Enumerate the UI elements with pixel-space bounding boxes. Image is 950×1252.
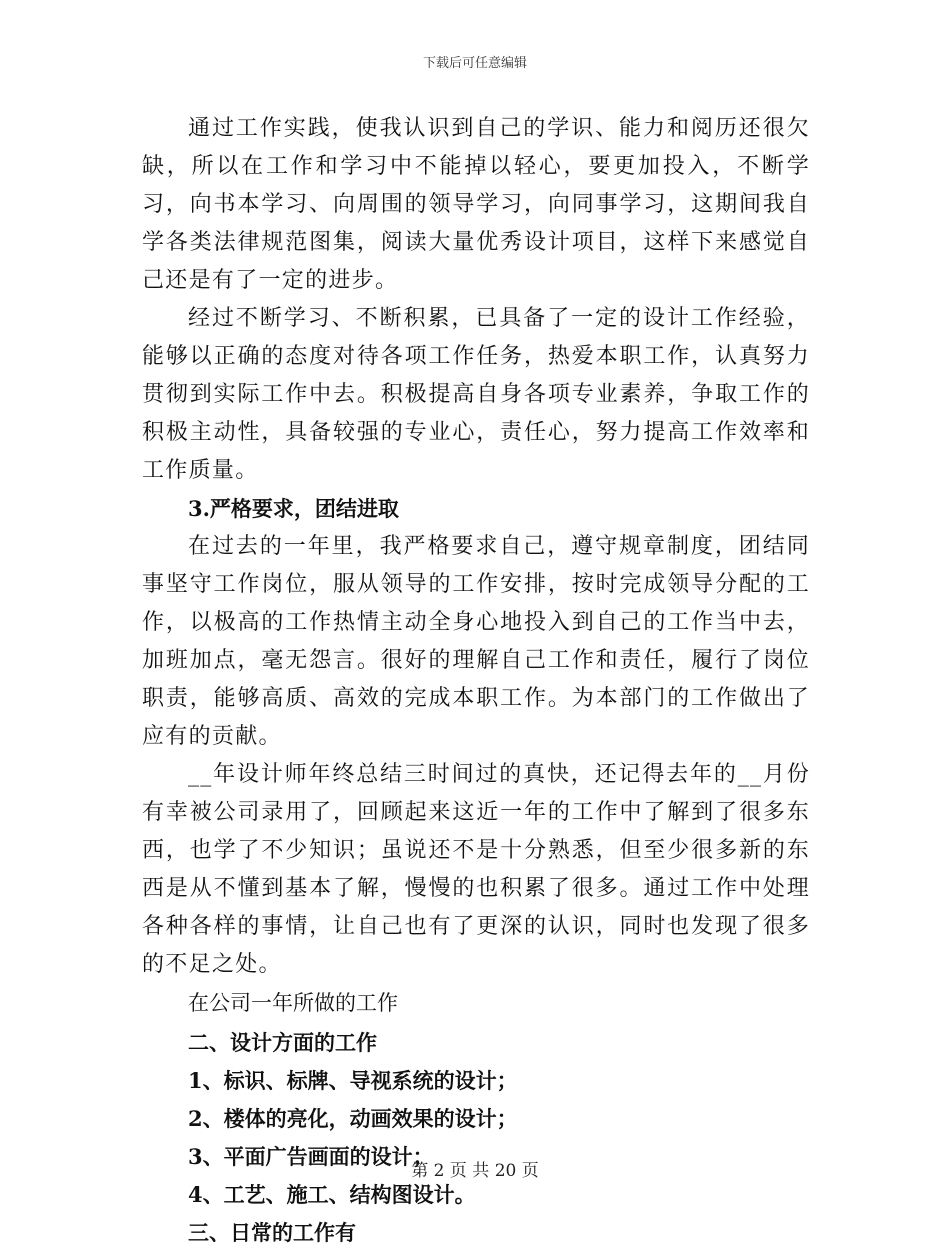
paragraph-experience: 经过不断学习、不断积累，已具备了一定的设计工作经验，能够以正确的态度对待各项工作任务，热爱本职工作，认真努力贯彻到实际工作中去。积极提高自身各项专业素养，争取工作的积极主动性，具备较强的专业心，责任心，努力提高工作效率和工作质量。	[142, 306, 810, 483]
list-item: 3、平面广告画面的设计；	[188, 1144, 434, 1169]
daily-work-heading: 三、日常的工作有	[188, 1220, 356, 1245]
list-item: 1、标识、标牌、导视系统的设计；	[188, 1068, 518, 1093]
paragraph-year-summary: __年设计师年终总结三时间过的真快，还记得去年的__月份有幸被公司录用了，回顾起来这近一年的工作中了解到了很多东西，也学了不少知识；虽说还不是十分熟悉，但至少很多新的东西是从不懂到基本了解，慢慢的也积累了很多。通过工作中处理各种各样的事情，让自己也有了更深的认识，同时也发现了很多的不足之处。	[142, 762, 810, 977]
list-item: 2、楼体的亮化，动画效果的设计；	[188, 1106, 518, 1131]
document-body	[142, 110, 810, 1252]
design-section-heading: 二、设计方面的工作	[188, 1030, 377, 1055]
list-item: 4、工艺、施工、结构图设计。	[188, 1182, 476, 1207]
page-footer: 第 2 页 共 20 页	[411, 1161, 539, 1181]
design-section	[142, 1024, 810, 1252]
paragraph-work-practice: 通过工作实践，使我认识到自己的学识、能力和阅历还很欠缺，所以在工作和学习中不能掉以轻心，要更加投入，不断学习，向书本学习、向周围的领导学习，向同事学习，这期间我自学各类法律规范图集，阅读大量优秀设计项目，这样下来感觉自己还是有了一定的进步。	[142, 116, 810, 293]
page-header: 下载后可任意编辑	[422, 56, 527, 71]
section-3-heading: 3.严格要求，团结进取	[188, 496, 399, 521]
work-intro-line: 在公司一年所做的工作	[188, 991, 398, 1015]
paragraph-strict-requirements: 在过去的一年里，我严格要求自己，遵守规章制度，团结同事坚守工作岗位，服从领导的工作安排，按时完成领导分配的工作，以极高的工作热情主动全身心地投入到自己的工作当中去，加班加点，毫无怨言。很好的理解自己工作和责任，履行了岗位职责，能够高质、高效的完成本职工作。为本部门的工作做出了应有的贡献。	[142, 534, 810, 749]
